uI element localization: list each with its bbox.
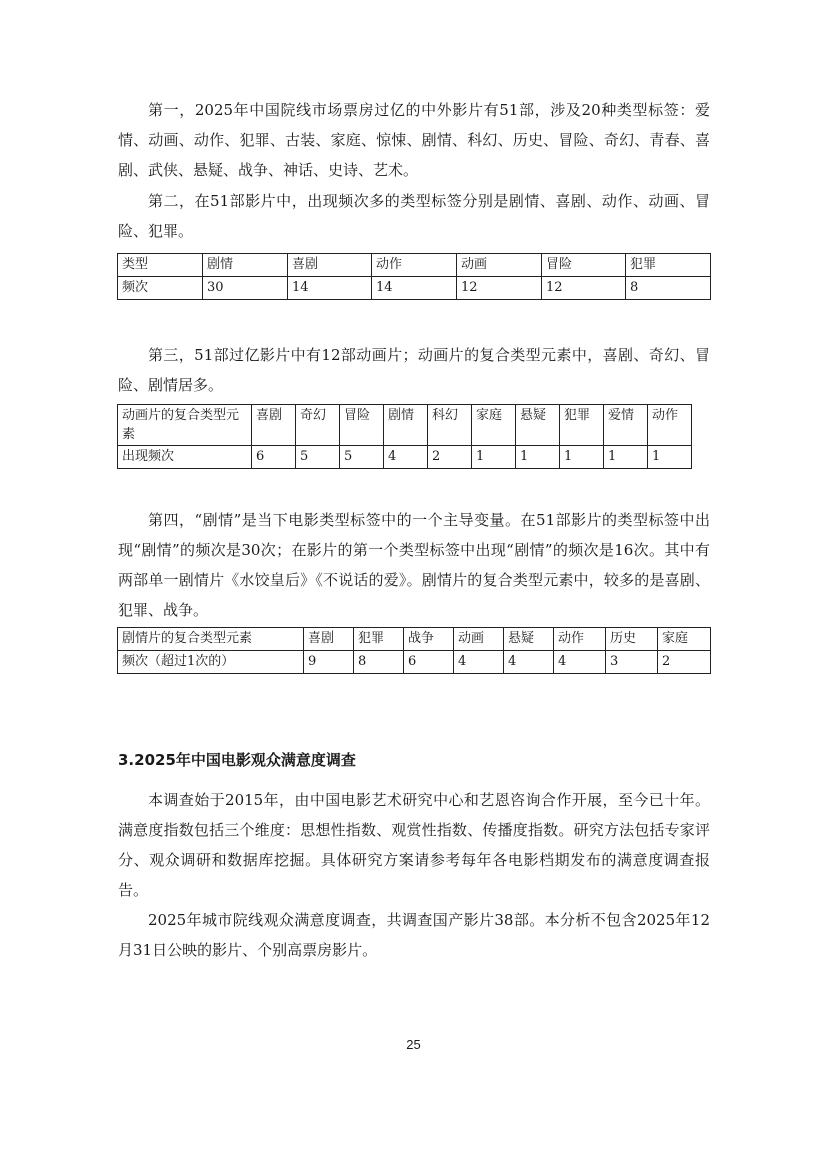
table-cell: 冒险: [340, 405, 384, 446]
table-cell: 3: [606, 651, 658, 674]
table-cell: 1: [604, 446, 648, 469]
table-cell: 战争: [404, 628, 454, 651]
table-cell: 喜剧: [304, 628, 354, 651]
table-cell: 历史: [606, 628, 658, 651]
table-cell: 剧情: [384, 405, 428, 446]
table-cell: 5: [340, 446, 384, 469]
table-cell: 4: [454, 651, 504, 674]
table-cell: 14: [372, 277, 457, 300]
table-cell: 犯罪: [626, 254, 711, 277]
table-cell: 4: [384, 446, 428, 469]
animation-elements-table: [117, 404, 692, 469]
table-cell: 家庭: [472, 405, 516, 446]
table-cell: 动画: [454, 628, 504, 651]
table-cell: 6: [404, 651, 454, 674]
table-cell: 2: [658, 651, 711, 674]
drama-elements-table: [117, 627, 711, 674]
table-cell: 喜剧: [288, 254, 372, 277]
table-cell: 犯罪: [354, 628, 404, 651]
table-cell: 4: [504, 651, 554, 674]
table-cell: 1: [648, 446, 692, 469]
table-cell: 5: [296, 446, 340, 469]
table-cell: 动作: [372, 254, 457, 277]
genre-frequency-table: [117, 253, 711, 300]
table-cell: 动画片的复合类型元素: [118, 405, 252, 446]
paragraph-4: 第四，“剧情”是当下电影类型标签中的一个主导变量。在51部影片的类型标签中出现“剧情”的频次是30次；在影片的第一个类型标签中出现“剧情”的频次是16次。其中有两部单一剧情片《水饺皇后》《不说话的爱》。剧情片的复合类型元素中，较多的是喜剧、犯罪、战争。: [118, 511, 710, 619]
section-heading: 3.2025年中国电影观众满意度调查: [118, 751, 356, 769]
table-row: [118, 628, 711, 651]
table-cell: 剧情: [203, 254, 288, 277]
table-cell: 科幻: [428, 405, 472, 446]
table-cell: 家庭: [658, 628, 711, 651]
table-cell: 14: [288, 277, 372, 300]
table-cell: 动作: [554, 628, 606, 651]
table-cell: 2: [428, 446, 472, 469]
table-cell: 喜剧: [252, 405, 296, 446]
table-cell: 频次（超过1次的）: [118, 651, 304, 674]
table-row: [118, 254, 711, 277]
paragraph-5: 本调查始于2015年，由中国电影艺术研究中心和艺恩咨询合作开展，至今已十年。满意度指数包括三个维度：思想性指数、观赏性指数、传播度指数。研究方法包括专家评分、观众调研和数据库挖掘。具体研究方案请参考每年各电影档期发布的满意度调查报告。: [118, 791, 710, 899]
table-cell: 12: [542, 277, 626, 300]
table-cell: 1: [516, 446, 560, 469]
table-cell: 12: [457, 277, 542, 300]
table-cell: 8: [354, 651, 404, 674]
paragraph-6: 2025年城市院线观众满意度调查，共调查国产影片38部。本分析不包含2025年12月31日公映的影片、个别高票房影片。: [118, 911, 710, 959]
table-row: [118, 446, 692, 469]
table-cell: 4: [554, 651, 606, 674]
table-row: [118, 277, 711, 300]
table-row: [118, 405, 692, 446]
table-cell: 6: [252, 446, 296, 469]
table-cell: 30: [203, 277, 288, 300]
table-cell: 剧情片的复合类型元素: [118, 628, 304, 651]
table-row: [118, 651, 711, 674]
table-cell: 类型: [118, 254, 203, 277]
table-cell: 奇幻: [296, 405, 340, 446]
table-cell: 悬疑: [516, 405, 560, 446]
table-cell: 1: [560, 446, 604, 469]
table-cell: 频次: [118, 277, 203, 300]
table-cell: 犯罪: [560, 405, 604, 446]
table-cell: 9: [304, 651, 354, 674]
table-cell: 悬疑: [504, 628, 554, 651]
paragraph-3: 第三，51部过亿影片中有12部动画片；动画片的复合类型元素中，喜剧、奇幻、冒险、剧情居多。: [118, 346, 710, 394]
paragraph-2: 第二，在51部影片中，出现频次多的类型标签分别是剧情、喜剧、动作、动画、冒险、犯罪。: [118, 192, 710, 240]
table-cell: 1: [472, 446, 516, 469]
table-cell: 8: [626, 277, 711, 300]
table-cell: 出现频次: [118, 446, 252, 469]
table-cell: 冒险: [542, 254, 626, 277]
paragraph-1: 第一，2025年中国院线市场票房过亿的中外影片有51部，涉及20种类型标签：爱情、动画、动作、犯罪、古装、家庭、惊悚、剧情、科幻、历史、冒险、奇幻、青春、喜剧、武侠、悬疑、战争、神话、史诗、艺术。: [118, 101, 710, 179]
table-cell: 爱情: [604, 405, 648, 446]
page-number: 25: [406, 1037, 421, 1052]
table-cell: 动画: [457, 254, 542, 277]
table-cell: 动作: [648, 405, 692, 446]
